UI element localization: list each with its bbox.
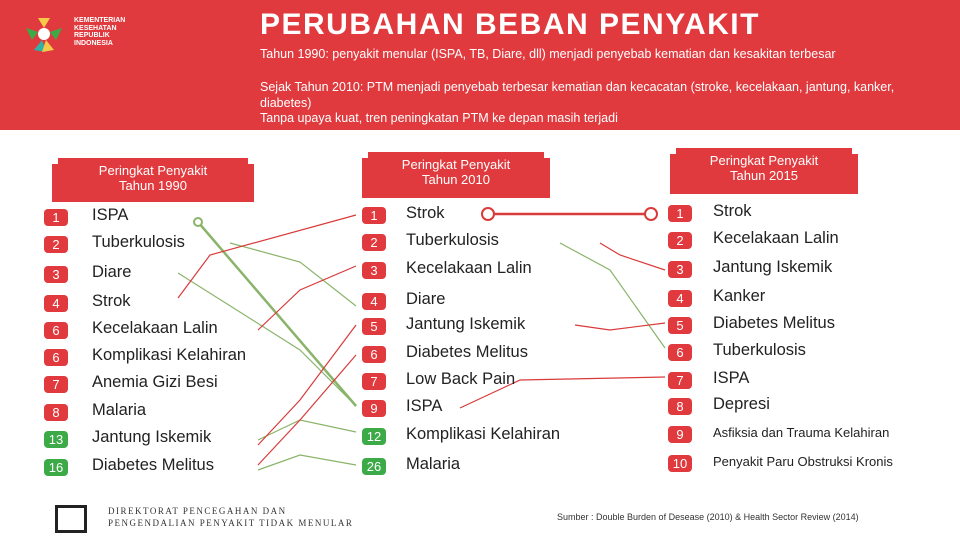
disease-name: Anemia Gizi Besi [92,373,218,391]
bullet-trend: Tanpa upaya kuat, tren peningkatan PTM ke depan masih terjadi [260,111,618,125]
bullet-2010: Sejak Tahun 2010: PTM menjadi penyebab terbesar kematian dan kecacatan (stroke, kecelakaan, jantung, kanker, diabetes) [260,80,895,110]
rank-badge: 4 [362,293,386,310]
rank-badge: 2 [362,234,386,251]
page-title: PERUBAHAN BEBAN PENYAKIT [260,8,760,41]
rank-badge: 1 [668,205,692,222]
rank-badge: 10 [668,455,692,472]
disease-name: ISPA [406,397,443,415]
disease-name: ISPA [713,369,750,387]
disease-name: Diabetes Melitus [92,456,214,474]
rank-badge: 6 [44,349,68,366]
rank-badge: 26 [362,458,386,475]
disease-name: Diare [92,263,132,281]
disease-name: Penyakit Paru Obstruksi Kronis [713,454,893,469]
disease-name: Malaria [92,401,147,419]
disease-name: Jantung Iskemik [713,258,833,276]
footer-logo-box [55,505,87,533]
rank-badge: 3 [362,262,386,279]
disease-name: Diare [406,290,446,308]
rank-badge: 5 [362,318,386,335]
rank-badge: 6 [44,322,68,339]
rank-badge: 12 [362,428,386,445]
column-header-1990: Peringkat Penyakit Tahun 1990 [58,158,248,196]
rank-badge: 6 [668,344,692,361]
disease-name: Kecelakaan Lalin [713,229,839,247]
rank-badge: 2 [668,232,692,249]
rank-badge: 6 [362,346,386,363]
bullet-1990: Tahun 1990: penyakit menular (ISPA, TB, Diare, dll) menjadi penyebab kematian dan kesakitan terbesar [260,47,836,61]
rank-badge: 4 [44,295,68,312]
source-note: Sumber : Double Burden of Desease (2010) & Health Sector Review (2014) [557,512,859,522]
rank-badge: 8 [668,398,692,415]
rank-badge: 9 [362,400,386,417]
disease-name: Strok [406,204,445,222]
disease-name: Malaria [406,455,461,473]
logo-text: KEMENTERIAN KESEHATAN REPUBLIK INDONESIA [74,17,126,47]
disease-name: Komplikasi Kelahiran [92,346,247,364]
rank-badge: 5 [668,317,692,334]
node-ispa [194,218,202,226]
rank-badge: 1 [44,209,68,226]
rank-badge: 7 [44,376,68,393]
rank-badge: 3 [668,261,692,278]
disease-name: Jantung Iskemik [92,428,212,446]
disease-name: Low Back Pain [406,370,516,388]
disease-name: Tuberkulosis [406,231,499,249]
disease-name: Tuberkulosis [92,233,185,251]
rank-badge: 7 [668,372,692,389]
disease-name: Kecelakaan Lalin [92,319,218,337]
line-ispa [198,222,356,406]
line-jantung [258,325,356,445]
disease-name: Asfiksia dan Trauma Kelahiran [713,425,890,440]
line-malaria-g2 [258,455,356,470]
disease-name: Tuberkulosis [713,341,806,359]
line-diabetes [258,355,356,465]
rank-badge: 4 [668,290,692,307]
rank-badge: 8 [44,404,68,421]
disease-name: Depresi [713,395,770,413]
disease-name: Kanker [713,287,766,305]
rank-badge: 3 [44,266,68,283]
disease-name: Diabetes Melitus [406,343,528,361]
line-kecelakaan [258,266,356,330]
disease-name: Strok [92,292,131,310]
disease-name: Strok [713,202,752,220]
column-header-2015: Peringkat Penyakit Tahun 2015 [676,148,852,188]
line-tb-2015 [560,243,665,348]
rank-badge: 2 [44,236,68,253]
rank-badge: 9 [668,426,692,443]
disease-name: Jantung Iskemik [406,315,526,333]
column-header-2010: Peringkat Penyakit Tahun 2010 [368,152,544,192]
disease-name: Kecelakaan Lalin [406,259,532,277]
disease-name: Komplikasi Kelahiran [406,425,561,443]
rank-badge: 1 [362,207,386,224]
rank-badge: 16 [44,459,68,476]
disease-name: Diabetes Melitus [713,314,835,332]
rank-badge: 7 [362,373,386,390]
node-strok-2010 [482,208,494,220]
directorate-name: DIREKTORAT PENCEGAHAN DAN PENGENDALIAN PENYAKIT TIDAK MENULAR [108,506,354,528]
disease-name: ISPA [92,206,129,224]
line-kecelakaan-2015 [600,243,665,270]
rank-badge: 13 [44,431,68,448]
node-strok-2015 [645,208,657,220]
